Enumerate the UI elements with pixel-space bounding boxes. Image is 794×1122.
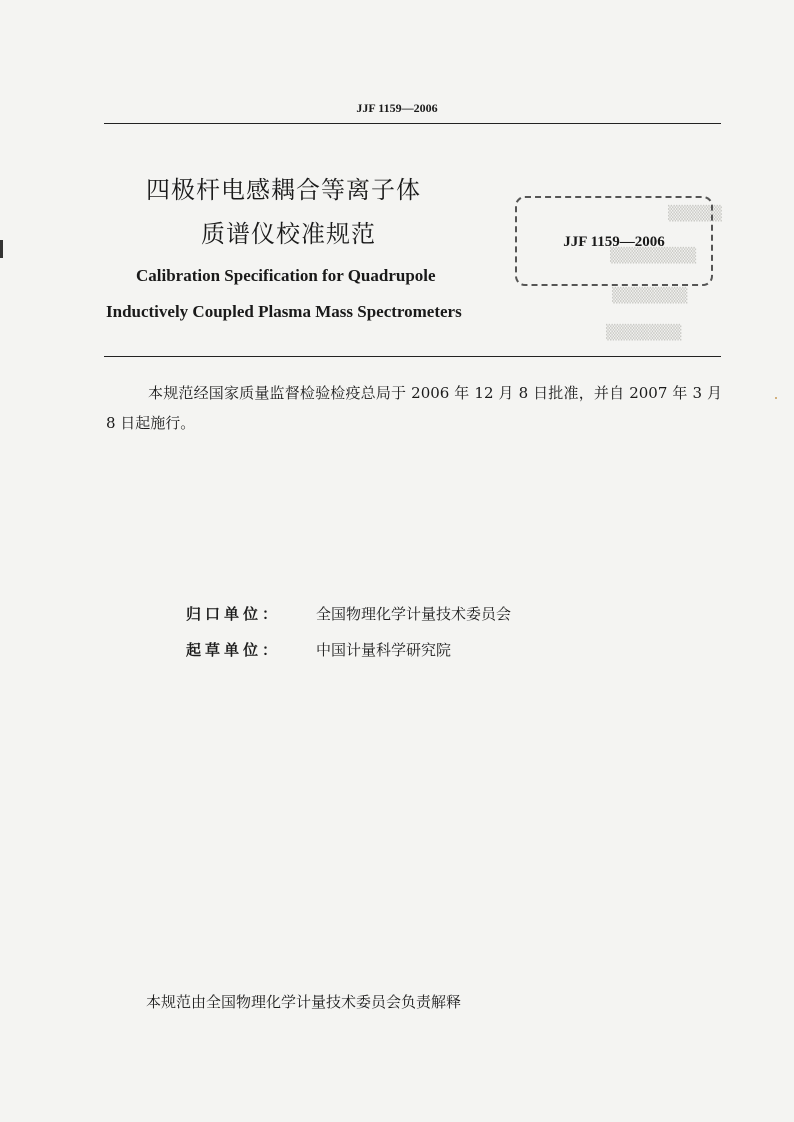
approval-statement: 本规范经国家质量监督检验检疫总局于 2006 年 12 月 8 日批准，并自 2007 年 3 月 8 日起施行。 — [106, 384, 722, 432]
interpretation-note: 本规范由全国物理化学计量技术委员会负责解释 — [146, 993, 462, 1011]
unit-value: 中国计量科学研究院 — [316, 641, 452, 659]
drafting-unit-row — [186, 639, 451, 660]
title-english-line-2: Inductively Coupled Plasma Mass Spectrometers — [106, 302, 462, 321]
title-chinese-line-1: 四极杆电感耦合等离子体 — [146, 176, 421, 204]
title-english-line-1: Calibration Specification for Quadrupole — [136, 266, 436, 285]
standard-code-box — [515, 196, 713, 286]
title-rule — [104, 356, 721, 357]
show-through-text: ▒▒▒▒▒ — [668, 206, 722, 222]
unit-label: 起草单位： — [186, 641, 282, 659]
header-rule — [104, 123, 721, 124]
unit-label: 归口单位： — [186, 605, 282, 623]
scan-edge-mark — [0, 240, 3, 258]
responsible-unit-row — [186, 603, 511, 624]
code-box-text: JJF 1159—2006 — [563, 234, 665, 250]
show-through-text: ▒▒▒▒▒▒▒ — [606, 325, 682, 341]
show-through-text: ▒▒▒▒▒▒▒ — [612, 288, 688, 304]
header-standard-code: JJF 1159—2006 — [356, 101, 438, 115]
scan-speck — [775, 397, 777, 399]
show-through-text: ▒▒▒▒▒▒▒▒ — [610, 248, 697, 264]
unit-value: 全国物理化学计量技术委员会 — [316, 605, 512, 623]
title-chinese-line-2: 质谱仪校准规范 — [201, 220, 376, 248]
